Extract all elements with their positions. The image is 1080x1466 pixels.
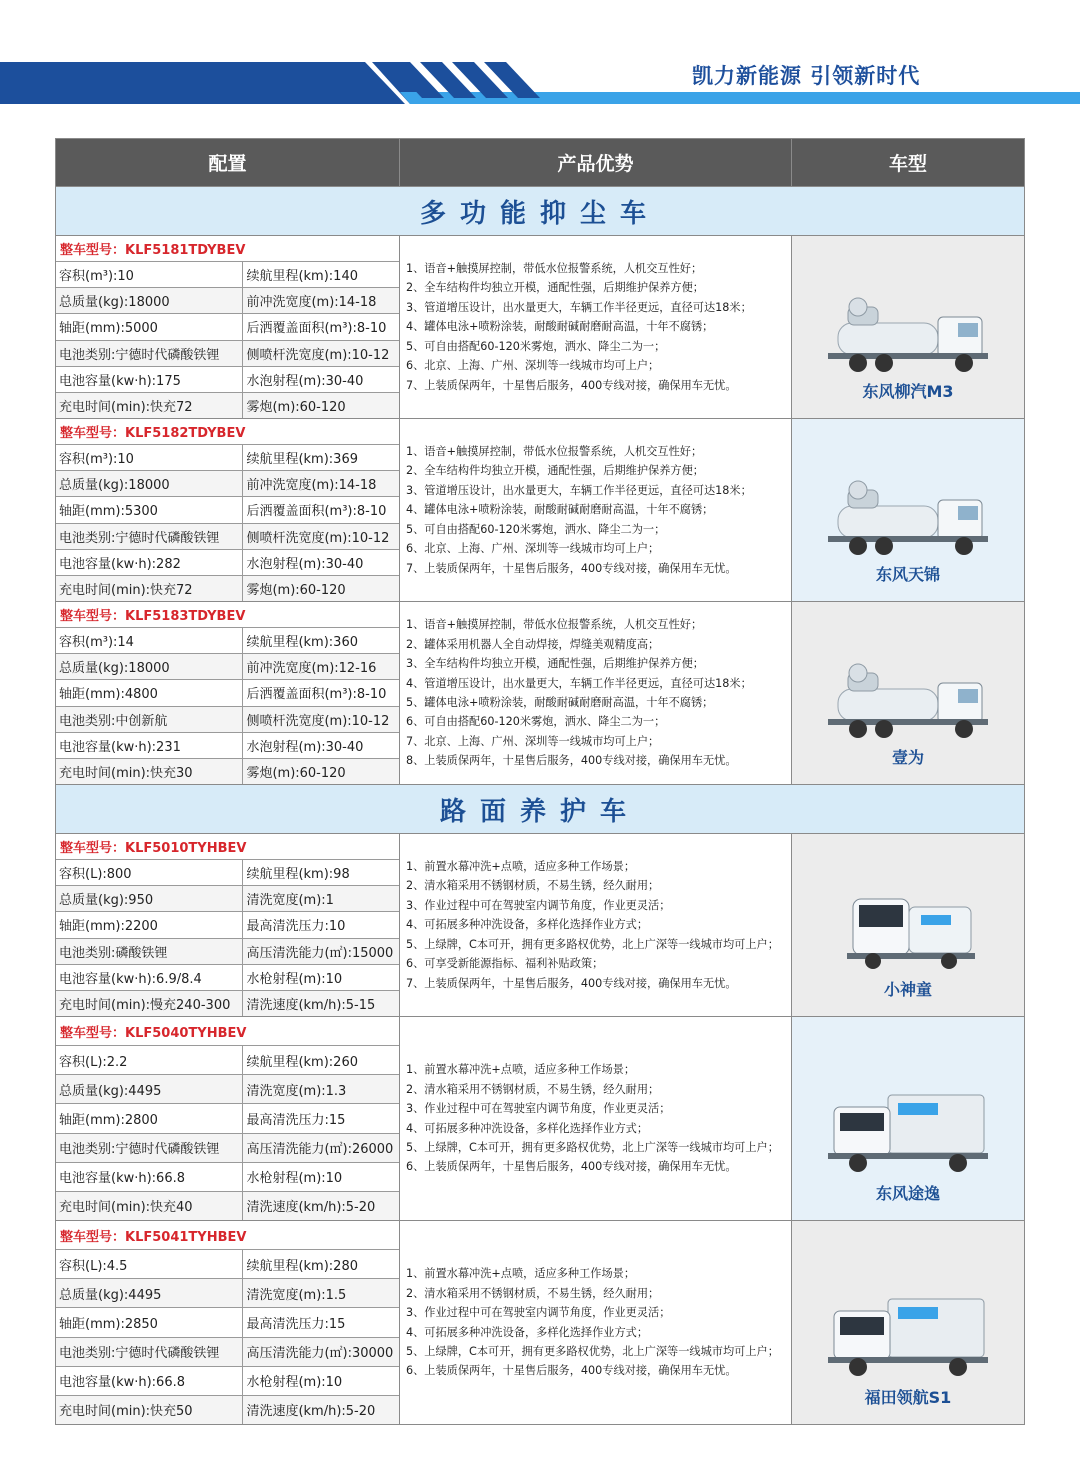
spec-row xyxy=(56,549,399,575)
advantages-cell xyxy=(400,236,792,418)
vehicle-cell xyxy=(792,419,1024,601)
config-cell xyxy=(56,602,400,784)
spec-row xyxy=(56,679,399,705)
vehicle-name: 壹为 xyxy=(891,748,924,767)
spec-row xyxy=(56,938,399,964)
spec-cell: 最高清洗压力:10 xyxy=(246,919,346,935)
truck-illustration xyxy=(818,1085,998,1175)
advantage-item: 6、北京、上海、广州、深圳等一线城市均可上户； xyxy=(406,542,660,556)
spec-row xyxy=(56,1395,399,1424)
config-cell xyxy=(56,1017,400,1220)
spec-row xyxy=(56,859,399,885)
spec-cell: 水泡射程(m):30-40 xyxy=(246,556,364,572)
model-number: 整车型号：KLF5041TYHBEV xyxy=(60,1229,247,1245)
spec-cell: 充电时间(min):快充72 xyxy=(56,576,243,601)
vehicle-name: 东风天锦 xyxy=(875,565,940,584)
spec-cell: 充电时间(min):快充40 xyxy=(56,1192,243,1220)
spec-row xyxy=(56,990,399,1016)
spec-row xyxy=(56,758,399,784)
advantage-item: 4、可拓展多种冲洗设备，多样化选择作业方式； xyxy=(406,1325,649,1339)
spec-table xyxy=(55,138,1025,1425)
spec-cell: 总质量(kg):18000 xyxy=(56,654,243,679)
spec-cell: 充电时间(min):快充50 xyxy=(56,1396,243,1424)
spec-cell: 容积(L):800 xyxy=(56,860,243,885)
spec-row xyxy=(56,732,399,758)
spec-cell: 电池容量(kw·h):6.9/8.4 xyxy=(56,965,243,990)
spec-cell: 清洗速度(km/h):5-20 xyxy=(246,1404,376,1420)
vehicle-block xyxy=(56,833,1024,1016)
header-vehicle: 车型 xyxy=(888,153,927,175)
vehicle-cell xyxy=(792,1017,1024,1220)
advantage-item: 7、上装质保两年，十星售后服务，400专线对接，确保用车无忧。 xyxy=(406,976,737,990)
spec-cell: 电池容量(kw·h):66.8 xyxy=(56,1367,243,1395)
truck-illustration xyxy=(818,293,998,373)
advantage-item: 7、上装质保两年，十星售后服务，400专线对接，确保用车无忧。 xyxy=(406,561,737,575)
spec-row xyxy=(56,340,399,366)
advantage-item: 1、语音+触摸屏控制，带低水位报警系统，人机交互性好； xyxy=(406,618,703,632)
spec-cell: 电池类别:宁德时代磷酸铁锂 xyxy=(56,524,243,549)
vehicle-name: 福田领航S1 xyxy=(864,1388,952,1407)
section-title: 多功能抑尘车 xyxy=(56,186,1024,235)
slogan: 凯力新能源 引领新时代 xyxy=(692,64,921,88)
advantage-item: 4、管道增压设计，出水量更大，车辆工作半径更远，直径可达18米； xyxy=(406,676,752,690)
spec-cell: 侧喷杆洗宽度(m):10-12 xyxy=(246,713,390,729)
spec-cell: 电池类别:中创新航 xyxy=(56,707,243,732)
advantage-item: 2、清水箱采用不锈钢材质，不易生锈，经久耐用； xyxy=(406,1082,660,1096)
advantages-cell xyxy=(400,834,792,1016)
spec-cell: 雾炮(m):60-120 xyxy=(246,765,346,781)
advantage-item: 2、全车结构件均独立开模，通配性强，后期维护保养方便； xyxy=(406,464,704,478)
advantage-item: 5、上绿牌，C本可开，拥有更多路权优势，北上广深等一线城市均可上户； xyxy=(406,937,779,951)
model-number: 整车型号：KLF5040TYHBEV xyxy=(60,1025,247,1041)
advantage-item: 7、上装质保两年，十星售后服务，400专线对接，确保用车无忧。 xyxy=(406,378,737,392)
spec-row xyxy=(56,1045,399,1074)
spec-cell: 总质量(kg):950 xyxy=(56,886,243,911)
vehicle-block xyxy=(56,235,1024,418)
config-cell xyxy=(56,834,400,1016)
spec-cell: 轴距(mm):2850 xyxy=(56,1308,243,1336)
advantage-item: 3、作业过程中可在驾驶室内调节角度，作业更灵活； xyxy=(406,898,671,912)
vehicle-name: 小神童 xyxy=(883,980,932,999)
truck-illustration xyxy=(818,1289,998,1379)
advantage-item: 4、罐体电泳+喷粉涂装，耐酸耐碱耐磨耐高温，十年不腐锈； xyxy=(406,320,714,334)
spec-row xyxy=(56,261,399,287)
spec-row xyxy=(56,653,399,679)
advantages-cell xyxy=(400,419,792,601)
spec-row xyxy=(56,1074,399,1103)
advantage-item: 8、上装质保两年，十星售后服务，400专线对接，确保用车无忧。 xyxy=(406,754,737,768)
spec-row xyxy=(56,575,399,601)
vehicle-block xyxy=(56,1016,1024,1220)
spec-cell: 轴距(mm):2800 xyxy=(56,1104,243,1132)
spec-cell: 总质量(kg):18000 xyxy=(56,471,243,496)
spec-cell: 最高清洗压力:15 xyxy=(246,1112,346,1128)
spec-cell: 电池容量(kw·h):175 xyxy=(56,367,243,392)
spec-cell: 续航里程(km):360 xyxy=(246,635,358,651)
advantage-item: 7、北京、上海、广州、深圳等一线城市均可上户； xyxy=(406,734,660,748)
advantages-cell xyxy=(400,1017,792,1220)
table-header xyxy=(56,139,1024,186)
model-number: 整车型号：KLF5010TYHBEV xyxy=(60,841,247,857)
spec-row xyxy=(56,470,399,496)
spec-row xyxy=(56,313,399,339)
spec-cell: 续航里程(km):98 xyxy=(246,867,350,883)
spec-cell: 清洗速度(km/h):5-20 xyxy=(246,1200,376,1216)
spec-cell: 最高清洗压力:15 xyxy=(246,1316,346,1332)
spec-row xyxy=(56,1366,399,1395)
advantage-item: 5、上绿牌，C本可开，拥有更多路权优势，北上广深等一线城市均可上户； xyxy=(406,1344,779,1358)
advantages-cell xyxy=(400,602,792,784)
advantage-item: 1、前置水幕冲洗+点喷，适应多种工作场景； xyxy=(406,1267,636,1281)
advantage-item: 6、可享受新能源指标、福利补贴政策； xyxy=(406,957,604,971)
spec-cell: 轴距(mm):2200 xyxy=(56,912,243,937)
spec-cell: 后洒覆盖面积(m³):8-10 xyxy=(246,321,387,337)
vehicle-name: 东风途逸 xyxy=(875,1184,940,1203)
spec-cell: 充电时间(min):快充30 xyxy=(56,759,243,784)
vehicle-cell xyxy=(792,236,1024,418)
model-number: 整车型号：KLF5182TDYBEV xyxy=(60,426,246,442)
advantage-item: 5、上绿牌，C本可开，拥有更多路权优势，北上广深等一线城市均可上户； xyxy=(406,1140,779,1154)
spec-cell: 容积(L):2.2 xyxy=(56,1046,243,1074)
spec-row xyxy=(56,1191,399,1220)
spec-cell: 续航里程(km):140 xyxy=(246,269,358,285)
spec-cell: 轴距(mm):5300 xyxy=(56,497,243,522)
advantage-item: 5、罐体电泳+喷粉涂装，耐酸耐碱耐磨耐高温，十年不腐锈； xyxy=(406,696,714,709)
spec-cell: 总质量(kg):4495 xyxy=(56,1279,243,1307)
advantage-item: 4、可拓展多种冲洗设备，多样化选择作业方式； xyxy=(406,1121,649,1135)
spec-row xyxy=(56,1337,399,1366)
spec-row xyxy=(56,392,399,418)
spec-cell: 容积(m³):10 xyxy=(56,262,243,287)
advantage-item: 5、可自由搭配60-120米雾炮，洒水、降尘二为一； xyxy=(406,339,666,353)
section-title: 路面养护车 xyxy=(56,784,1024,833)
spec-row xyxy=(56,1103,399,1132)
config-cell xyxy=(56,419,400,601)
spec-cell: 续航里程(km):260 xyxy=(246,1054,358,1070)
spec-cell: 清洗速度(km/h):5-15 xyxy=(246,997,376,1013)
advantage-item: 1、语音+触摸屏控制，带低水位报警系统，人机交互性好； xyxy=(406,445,703,459)
spec-cell: 电池容量(kw·h):231 xyxy=(56,733,243,758)
spec-row xyxy=(56,366,399,392)
advantage-item: 6、北京、上海、广州、深圳等一线城市均可上户； xyxy=(406,359,660,373)
spec-cell: 充电时间(min):慢充240-300 xyxy=(56,991,243,1016)
spec-cell: 清洗宽度(m):1.5 xyxy=(246,1287,347,1303)
spec-cell: 容积(L):4.5 xyxy=(56,1250,243,1278)
spec-cell: 水泡射程(m):30-40 xyxy=(246,373,364,389)
spec-cell: 雾炮(m):60-120 xyxy=(246,399,346,415)
advantage-item: 1、前置水幕冲洗+点喷，适应多种工作场景； xyxy=(406,860,636,874)
spec-cell: 后洒覆盖面积(m³):8-10 xyxy=(246,687,387,703)
spec-row xyxy=(56,496,399,522)
advantage-item: 3、作业过程中可在驾驶室内调节角度，作业更灵活； xyxy=(406,1306,671,1320)
advantage-item: 6、上装质保两年，十星售后服务，400专线对接，确保用车无忧。 xyxy=(406,1160,737,1174)
advantage-item: 3、管道增压设计，出水量更大，车辆工作半径更远，直径可达18米； xyxy=(406,300,752,314)
truck-illustration xyxy=(818,659,998,739)
spec-row xyxy=(56,706,399,732)
truck-illustration xyxy=(833,881,983,971)
spec-cell: 水枪射程(m):10 xyxy=(246,1171,343,1187)
spec-cell: 后洒覆盖面积(m³):8-10 xyxy=(246,504,387,520)
spec-cell: 续航里程(km):369 xyxy=(246,452,358,468)
vehicle-cell xyxy=(792,602,1024,784)
spec-cell: 电池容量(kw·h):282 xyxy=(56,550,243,575)
header-advantages: 产品优势 xyxy=(400,139,792,186)
advantage-item: 3、作业过程中可在驾驶室内调节角度，作业更灵活； xyxy=(406,1102,671,1116)
spec-cell: 水枪射程(m):10 xyxy=(246,971,343,987)
advantage-item: 6、上装质保两年，十星售后服务，400专线对接，确保用车无忧。 xyxy=(406,1364,737,1378)
spec-cell: 水泡射程(m):30-40 xyxy=(246,739,364,755)
truck-illustration xyxy=(818,476,998,556)
spec-cell: 前冲洗宽度(m):12-16 xyxy=(246,661,377,677)
spec-cell: 高压清洗能力(㎡):26000 xyxy=(246,1142,394,1158)
advantage-item: 2、清水箱采用不锈钢材质，不易生锈，经久耐用； xyxy=(406,879,660,893)
spec-row xyxy=(56,1133,399,1162)
vehicle-block xyxy=(56,1220,1024,1424)
spec-cell: 清洗宽度(m):1.3 xyxy=(246,1083,347,1099)
spec-cell: 水枪射程(m):10 xyxy=(246,1375,343,1391)
advantages-cell xyxy=(400,1221,792,1424)
advantage-item: 4、可拓展多种冲洗设备，多样化选择作业方式； xyxy=(406,918,649,932)
spec-cell: 轴距(mm):5000 xyxy=(56,314,243,339)
spec-cell: 总质量(kg):4495 xyxy=(56,1075,243,1103)
table-body xyxy=(56,186,1024,1424)
spec-cell: 电池类别:磷酸铁锂 xyxy=(56,939,243,964)
model-number: 整车型号：KLF5181TDYBEV xyxy=(60,243,246,259)
spec-row xyxy=(56,1278,399,1307)
spec-cell: 侧喷杆洗宽度(m):10-12 xyxy=(246,347,390,363)
spec-cell: 前冲洗宽度(m):14-18 xyxy=(246,478,377,494)
spec-cell: 电池容量(kw·h):66.8 xyxy=(56,1163,243,1191)
spec-cell: 容积(m³):14 xyxy=(56,628,243,653)
advantage-item: 2、清水箱采用不锈钢材质，不易生锈，经久耐用； xyxy=(406,1286,660,1300)
spec-cell: 电池类别:宁德时代磷酸铁锂 xyxy=(56,1338,243,1366)
advantage-item: 3、全车结构件均独立开模，通配性强，后期维护保养方便； xyxy=(406,657,704,671)
advantage-item: 2、罐体采用机器人全自动焊接，焊缝美观精度高； xyxy=(406,637,660,651)
config-cell xyxy=(56,1221,400,1424)
vehicle-name: 东风柳汽M3 xyxy=(862,382,954,401)
spec-cell: 侧喷杆洗宽度(m):10-12 xyxy=(246,530,390,546)
spec-cell: 清洗宽度(m):1 xyxy=(246,893,334,909)
spec-row xyxy=(56,523,399,549)
vehicle-cell xyxy=(792,1221,1024,1424)
spec-row xyxy=(56,444,399,470)
advantage-item: 2、全车结构件均独立开模，通配性强，后期维护保养方便； xyxy=(406,281,704,295)
spec-cell: 续航里程(km):280 xyxy=(246,1258,358,1274)
vehicle-block xyxy=(56,418,1024,601)
vehicle-cell xyxy=(792,834,1024,1016)
spec-cell: 容积(m³):10 xyxy=(56,445,243,470)
spec-row xyxy=(56,627,399,653)
vehicle-block xyxy=(56,601,1024,784)
advantage-item: 1、前置水幕冲洗+点喷，适应多种工作场景； xyxy=(406,1063,636,1077)
spec-cell: 前冲洗宽度(m):14-18 xyxy=(246,295,377,311)
spec-cell: 轴距(mm):4800 xyxy=(56,680,243,705)
spec-row xyxy=(56,911,399,937)
spec-cell: 高压清洗能力(㎡):15000 xyxy=(246,945,394,961)
spec-cell: 总质量(kg):18000 xyxy=(56,288,243,313)
spec-row xyxy=(56,1249,399,1278)
config-cell xyxy=(56,236,400,418)
spec-cell: 雾炮(m):60-120 xyxy=(246,582,346,598)
spec-row xyxy=(56,1307,399,1336)
spec-row xyxy=(56,1162,399,1191)
advantage-item: 5、可自由搭配60-120米雾炮，洒水、降尘二为一； xyxy=(406,522,666,536)
header-config: 配置 xyxy=(56,139,400,186)
spec-row xyxy=(56,885,399,911)
spec-cell: 电池类别:宁德时代磷酸铁锂 xyxy=(56,1134,243,1162)
spec-row xyxy=(56,964,399,990)
spec-cell: 电池类别:宁德时代磷酸铁锂 xyxy=(56,341,243,366)
spec-row xyxy=(56,287,399,313)
spec-cell: 高压清洗能力(㎡):30000 xyxy=(246,1346,394,1362)
advantage-item: 4、罐体电泳+喷粉涂装，耐酸耐碱耐磨耐高温，十年不腐锈； xyxy=(406,503,714,517)
advantage-item: 6、可自由搭配60-120米雾炮，洒水、降尘二为一； xyxy=(406,715,666,729)
advantage-item: 1、语音+触摸屏控制，带低水位报警系统，人机交互性好； xyxy=(406,262,703,276)
spec-cell: 充电时间(min):快充72 xyxy=(56,393,243,418)
model-number: 整车型号：KLF5183TDYBEV xyxy=(60,609,246,625)
advantage-item: 3、管道增压设计，出水量更大，车辆工作半径更远，直径可达18米； xyxy=(406,483,752,497)
